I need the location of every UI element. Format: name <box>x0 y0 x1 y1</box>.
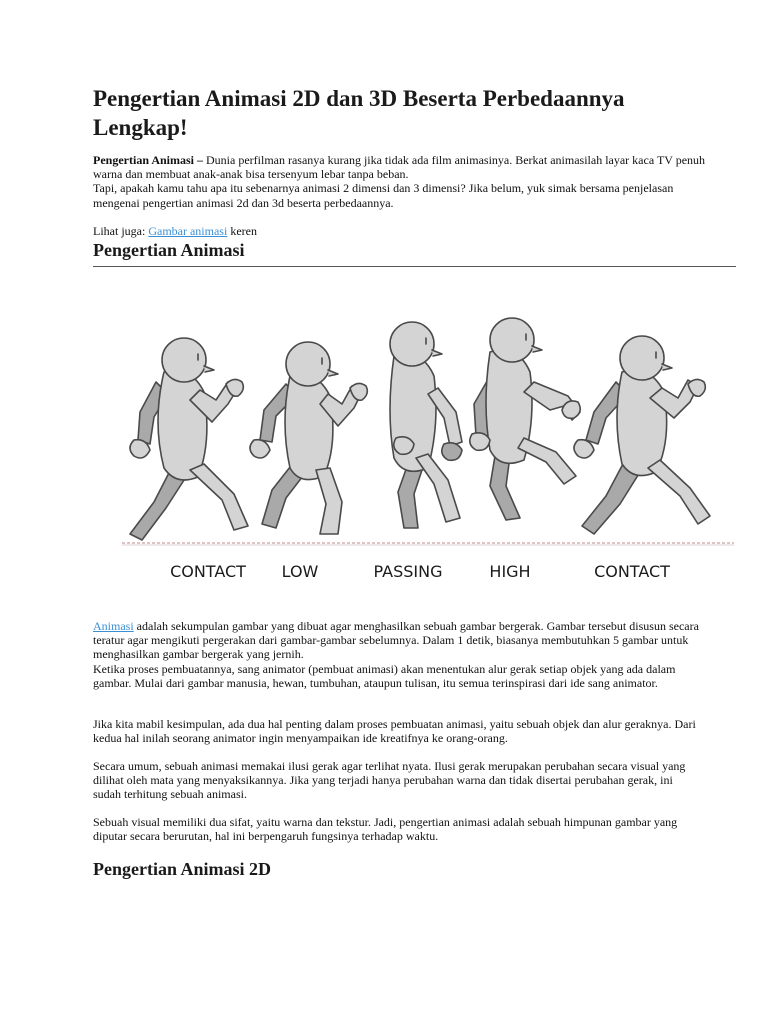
paragraph-1 <box>93 619 701 690</box>
intro-paragraph <box>93 153 713 210</box>
caption-passing: PASSING <box>373 562 443 581</box>
paragraph-1-text: adalah sekumpulan gambar yang dibuat agar menghasilkan sebuah gambar bergerak. Gambar tersebut disusun secara teratur agar mengikuti pergerakan dari gambar-gambar sebelumnya. Dalam 1 detik, biasanya membutuhkan 5 gambar untuk menghasilkan gambar bergerak yang jernih. <box>93 619 699 662</box>
caption-contact-2: CONTACT <box>594 562 670 581</box>
paragraph-3: Secara umum, sebuah animasi memakai ilusi gerak agar terlihat nyata. Ilusi gerak merupakan perubahan secara visual yang dilihat oleh mata yang menyaksikannya. Jika yang terjadi hanya perubahan warna dan tidak disertai perubahan gerak, ini sudah terhitung sebuah animasi. <box>93 759 686 802</box>
section-heading-animasi: Pengertian Animasi <box>93 240 245 260</box>
heading-divider <box>93 266 736 267</box>
section-heading-animasi-2d: Pengertian Animasi 2D <box>93 859 271 879</box>
walk-cycle-figure <box>94 272 736 606</box>
figure-passing <box>390 322 462 528</box>
paragraph-2: Jika kita mabil kesimpulan, ada dua hal penting dalam proses pembuatan animasi, yaitu sebuah objek dan alur geraknya. Dari kedua hal inilah seorang animator ingin menyampaikan ide kreatifnya ke orang-orang. <box>93 717 696 746</box>
page-title: Pengertian Animasi 2D dan 3D Beserta Perbedaannya Lengkap! <box>93 86 625 140</box>
see-also-suffix: keren <box>227 224 257 238</box>
figure-contact-1 <box>130 338 248 540</box>
figure-high <box>470 318 581 520</box>
see-also-prefix: Lihat juga: <box>93 224 149 238</box>
intro-bold-lead: Pengertian Animasi – <box>93 153 203 167</box>
caption-contact-1: CONTACT <box>170 562 246 581</box>
see-also-link[interactable]: Gambar animasi <box>148 224 228 238</box>
caption-high: HIGH <box>489 562 531 581</box>
intro-text-2: Tapi, apakah kamu tahu apa itu sebenarnya animasi 2 dimensi dan 3 dimensi? Jika belum, yuk simak bersama penjelasan mengenai pengertian animasi 2d dan 3d beserta perbedaannya. <box>93 181 674 210</box>
figure-contact-2 <box>574 336 710 534</box>
walk-cycle-illustration <box>94 272 736 606</box>
animasi-link[interactable]: Animasi <box>93 619 134 633</box>
paragraph-1-text-2: Ketika proses pembuatannya, sang animator (pembuat animasi) akan menentukan alur gerak setiap objek yang ada dalam gambar. Mulai dari gambar manusia, hewan, tumbuhan, ataupun tulisan, itu semua terinspirasi dari ide sang animator. <box>93 661 676 690</box>
intro-text: Dunia perfilman rasanya kurang jika tidak ada film animasinya. Berkat animasilah layar kaca TV penuh warna dan membuat anak-anak bisa tersenyum lebar tanpa beban. <box>93 153 706 182</box>
figure-low <box>250 342 367 534</box>
caption-low: LOW <box>281 562 319 581</box>
see-also <box>93 224 257 238</box>
paragraph-4: Sebuah visual memiliki dua sifat, yaitu warna dan tekstur. Jadi, pengertian animasi adalah sebuah himpunan gambar yang diputar secara berurutan, hal ini berpengaruh fungsinya terhadap waktu. <box>93 815 678 844</box>
